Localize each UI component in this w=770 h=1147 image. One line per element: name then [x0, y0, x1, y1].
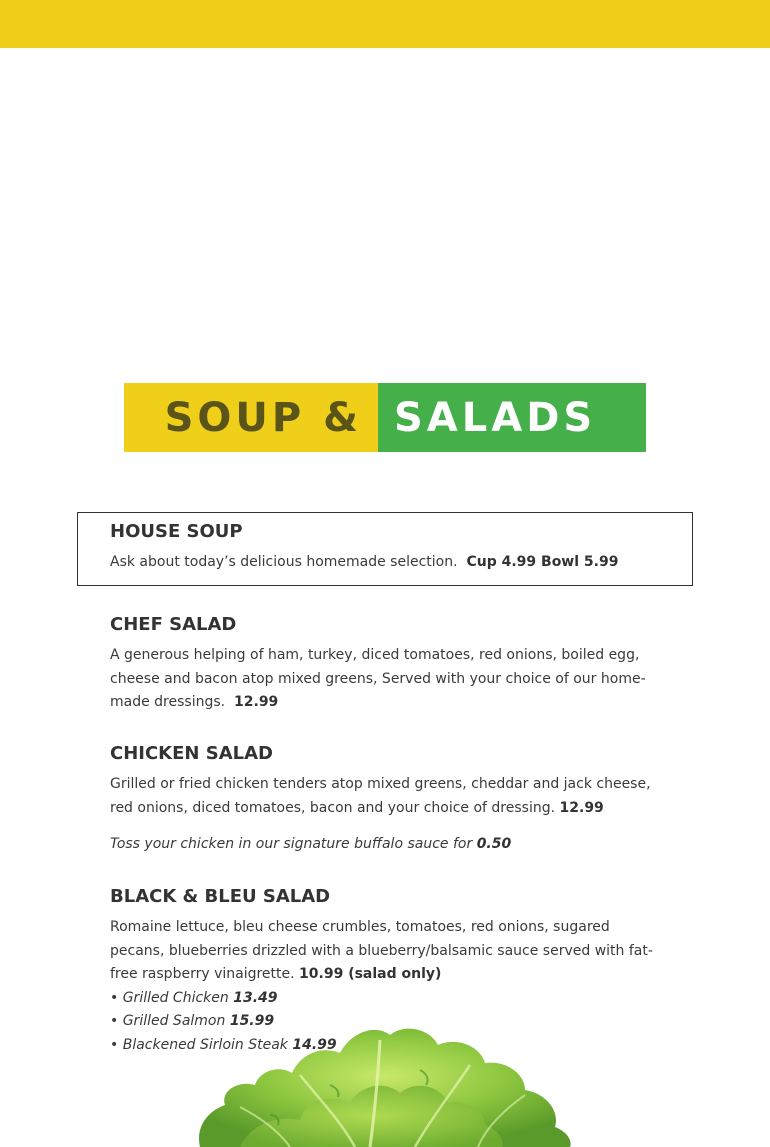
item-description [110, 644, 665, 715]
addon-price: 14.99 [292, 1036, 337, 1053]
item-price: 12.99 [234, 694, 279, 710]
banner-salads-label: SALADS [378, 383, 646, 452]
addon-label: • Grilled Chicken [110, 989, 229, 1006]
menu-item-house-soup [110, 521, 670, 575]
addon-price: 13.49 [233, 989, 278, 1006]
note-price: 0.50 [476, 836, 512, 852]
item-title: BLACK & BLEU SALAD [110, 886, 331, 907]
note-text: Toss your chicken in our signature buffalo sauce for [110, 836, 473, 852]
addon-label: • Blackened Sirloin Steak [110, 1036, 288, 1053]
section-banner [124, 383, 646, 452]
menu-item-chef-salad [110, 614, 670, 715]
item-title: HOUSE SOUP [110, 521, 243, 542]
item-description [110, 551, 670, 575]
addon-price: 15.99 [229, 1013, 275, 1029]
item-price: 12.99 [559, 799, 604, 816]
item-description-text: Romaine lettuce, bleu cheese crumbles, tomatoes, red onions, sugared pecans, blueberries drizzled with a blueberry/balsamic sauce served with fat-free raspberry vinaigrette. [110, 919, 653, 982]
top-color-bar [0, 0, 770, 48]
banner-soup-label: SOUP & [124, 383, 378, 452]
item-price: Cup 4.99 Bowl 5.99 [466, 554, 619, 570]
addon-label: • Grilled Salmon [110, 1013, 226, 1029]
item-description [110, 916, 665, 987]
item-title: CHICKEN SALAD [110, 743, 273, 764]
item-title: CHEF SALAD [110, 614, 237, 635]
addon-item [110, 987, 670, 1011]
item-description [110, 773, 665, 820]
menu-item-chicken-salad [110, 743, 670, 820]
item-description-text: Grilled or fried chicken tenders atop mixed greens, cheddar and jack cheese, red onions, diced tomatoes, bacon and your choice of dressing. [110, 776, 651, 816]
item-price: 10.99 (salad only) [299, 966, 442, 982]
item-description-text: A generous helping of ham, turkey, diced tomatoes, red onions, boiled egg, cheese and bacon atop mixed greens, Served with your choice of our home-made dressings. [110, 647, 646, 710]
item-description-text: Ask about today’s delicious homemade selection. [110, 554, 458, 570]
lettuce-illustration-icon [180, 1015, 580, 1147]
buffalo-sauce-note [110, 836, 511, 852]
